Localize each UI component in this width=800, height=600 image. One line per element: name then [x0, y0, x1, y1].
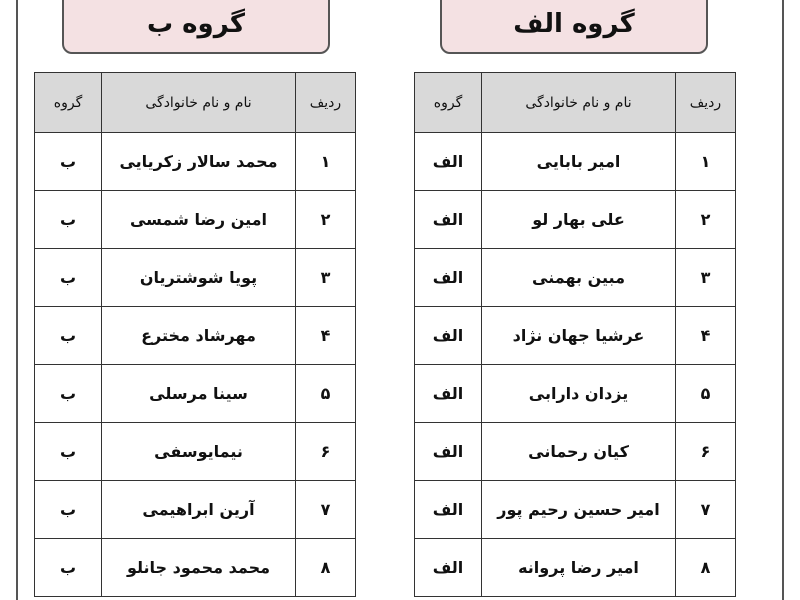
group-label: الف: [415, 481, 482, 539]
group-label: الف: [415, 423, 482, 481]
row-number: ۵: [676, 365, 736, 423]
student-name: امیر رضا پروانه: [482, 539, 676, 597]
header-full-name: نام و نام خانوادگی: [482, 73, 676, 133]
student-name: عرشیا جهان نژاد: [482, 307, 676, 365]
table-header-row: [415, 73, 736, 133]
student-name: یزدان دارابی: [482, 365, 676, 423]
table-row: [35, 249, 356, 307]
left-border-line: [16, 0, 18, 600]
group-label: ب: [35, 191, 102, 249]
row-number: ۶: [676, 423, 736, 481]
table-row: [35, 133, 356, 191]
group-label: ب: [35, 539, 102, 597]
group-a-title: گروه الف: [440, 0, 708, 54]
student-name: مبین بهمنی: [482, 249, 676, 307]
table-row: [415, 481, 736, 539]
table-row: [35, 539, 356, 597]
table-row: [35, 481, 356, 539]
header-full-name: نام و نام خانوادگی: [102, 73, 296, 133]
table-row: [35, 307, 356, 365]
student-name: علی بهار لو: [482, 191, 676, 249]
student-name: کیان رحمانی: [482, 423, 676, 481]
table-row: [415, 133, 736, 191]
student-name: امیر بابایی: [482, 133, 676, 191]
group-label: الف: [415, 539, 482, 597]
student-name: امیر حسین رحیم پور: [482, 481, 676, 539]
table-row: [415, 365, 736, 423]
row-number: ۶: [296, 423, 356, 481]
student-name: امین رضا شمسی: [102, 191, 296, 249]
group-label: ب: [35, 133, 102, 191]
row-number: ۱: [296, 133, 356, 191]
group-label: الف: [415, 133, 482, 191]
group-label: ب: [35, 481, 102, 539]
group-label: الف: [415, 191, 482, 249]
table-row: [35, 365, 356, 423]
header-row-number: ردیف: [296, 73, 356, 133]
row-number: ۴: [296, 307, 356, 365]
student-name: نیمایوسفی: [102, 423, 296, 481]
table-row: [415, 249, 736, 307]
table-header-row: [35, 73, 356, 133]
group-a-table: [414, 72, 736, 597]
group-b-title: گروه ب: [62, 0, 330, 54]
table-row: [415, 191, 736, 249]
group-label: ب: [35, 307, 102, 365]
row-number: ۴: [676, 307, 736, 365]
row-number: ۸: [296, 539, 356, 597]
student-name: محمد محمود جانلو: [102, 539, 296, 597]
row-number: ۳: [676, 249, 736, 307]
student-name: مهرشاد مخترع: [102, 307, 296, 365]
group-label: ب: [35, 423, 102, 481]
row-number: ۵: [296, 365, 356, 423]
table-row: [35, 191, 356, 249]
group-b-table: [34, 72, 356, 597]
student-name: سینا مرسلی: [102, 365, 296, 423]
row-number: ۷: [676, 481, 736, 539]
row-number: ۱: [676, 133, 736, 191]
row-number: ۲: [296, 191, 356, 249]
header-group: گروه: [415, 73, 482, 133]
row-number: ۳: [296, 249, 356, 307]
group-label: الف: [415, 307, 482, 365]
row-number: ۲: [676, 191, 736, 249]
table-row: [415, 539, 736, 597]
table-row: [415, 423, 736, 481]
group-label: الف: [415, 249, 482, 307]
header-group: گروه: [35, 73, 102, 133]
student-name: محمد سالار زکریایی: [102, 133, 296, 191]
table-row: [415, 307, 736, 365]
table-row: [35, 423, 356, 481]
student-name: پویا شوشتریان: [102, 249, 296, 307]
row-number: ۷: [296, 481, 356, 539]
group-label: الف: [415, 365, 482, 423]
group-label: ب: [35, 365, 102, 423]
header-row-number: ردیف: [676, 73, 736, 133]
row-number: ۸: [676, 539, 736, 597]
right-border-line: [782, 0, 784, 600]
student-name: آرین ابراهیمی: [102, 481, 296, 539]
group-label: ب: [35, 249, 102, 307]
